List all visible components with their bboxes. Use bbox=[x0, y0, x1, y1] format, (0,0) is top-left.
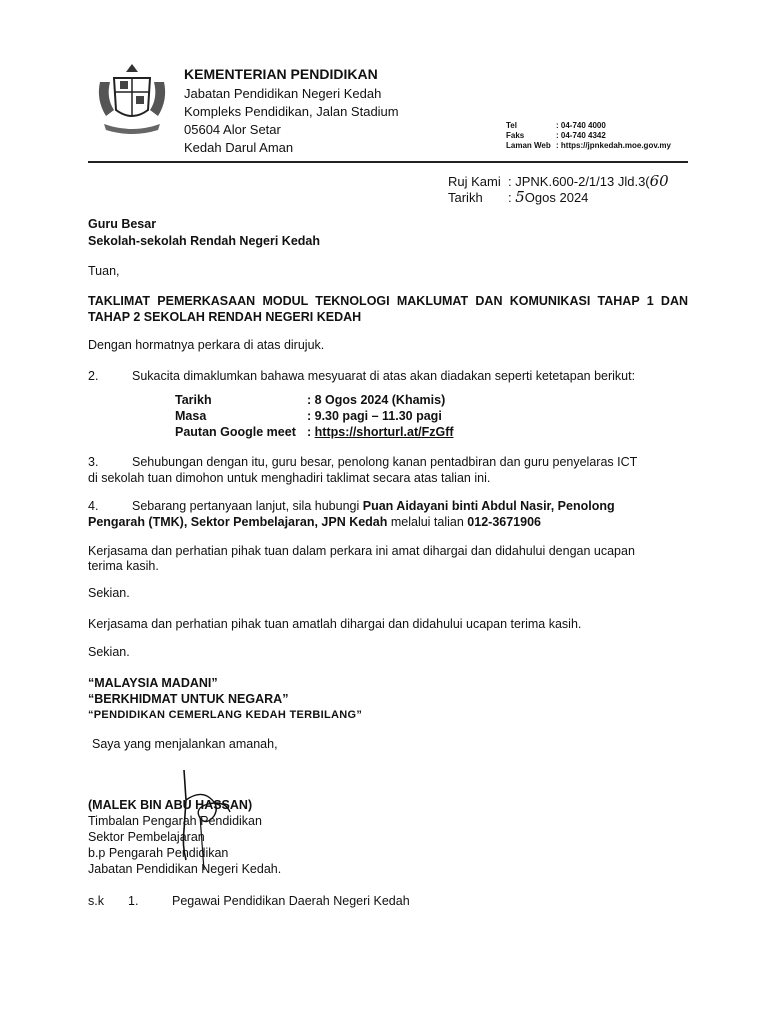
salutation: Tuan, bbox=[88, 264, 120, 278]
paragraph-5-line-1: Kerjasama dan perhatian pihak tuan dalam perkara ini amat dihargai dan didahului dengan ucapan bbox=[88, 544, 635, 558]
cc-label: s.k bbox=[88, 894, 104, 908]
contact-tel-value: : 04-740 4000 bbox=[556, 121, 606, 130]
detail-meet-separator: : bbox=[307, 425, 315, 439]
contact-fax-label: Faks bbox=[506, 131, 525, 140]
letter-subject: TAKLIMAT PEMERKASAAN MODUL TEKNOLOGI MAKLUMAT DAN KOMUNIKASI TAHAP 1 DAN TAHAP 2 SEKOLAH RENDAH NEGERI KEDAH bbox=[88, 294, 688, 324]
address-line-1: Jabatan Pendidikan Negeri Kedah bbox=[184, 86, 382, 101]
date-handwritten-day: 5 bbox=[515, 188, 525, 206]
address-line-3: 05604 Alor Setar bbox=[184, 122, 281, 137]
google-meet-link[interactable]: https://shorturl.at/FzGff bbox=[314, 425, 454, 439]
reference-label: Ruj Kami bbox=[448, 174, 501, 189]
paragraph-4-mid: melalui talian bbox=[387, 515, 468, 529]
contact-web-value[interactable]: : https://jpnkedah.moe.gov.my bbox=[556, 141, 671, 150]
signatory-title-2: Sektor Pembelajaran bbox=[88, 830, 205, 844]
contact-tel bbox=[506, 121, 606, 130]
signatory-title-3: b.p Pengarah Pendidikan bbox=[88, 846, 229, 860]
paragraph-4 bbox=[88, 498, 615, 514]
signatory-title-1: Timbalan Pengarah Pendidikan bbox=[88, 814, 262, 828]
paragraph-3 bbox=[88, 454, 637, 470]
address-line-2: Kompleks Pendidikan, Jalan Stadium bbox=[184, 104, 399, 119]
contact-phone: 012-3671906 bbox=[467, 515, 541, 529]
cc-recipient: Pegawai Pendidikan Daerah Negeri Kedah bbox=[172, 894, 410, 908]
paragraph-3-number: 3. bbox=[88, 455, 99, 469]
detail-date bbox=[175, 393, 445, 407]
signatory-name: (MALEK BIN ABU HASSAN) bbox=[88, 798, 253, 812]
detail-meet-link bbox=[175, 425, 454, 439]
signatory-title-4: Jabatan Pendidikan Negeri Kedah. bbox=[88, 862, 282, 876]
coat-of-arms-logo bbox=[92, 60, 172, 140]
header-divider bbox=[88, 161, 688, 163]
paragraph-3-line-2: di sekolah tuan dimohon untuk menghadiri taklimat secara atas talian ini. bbox=[88, 471, 491, 485]
cc-number: 1. bbox=[128, 894, 139, 908]
sekian-1: Sekian. bbox=[88, 586, 130, 600]
slogan-3: “PENDIDIKAN CEMERLANG KEDAH TERBILANG” bbox=[88, 709, 363, 721]
slogan-2: “BERKHIDMAT UNTUK NEGARA” bbox=[88, 692, 289, 706]
sekian-2: Sekian. bbox=[88, 645, 130, 659]
detail-meet-label: Pautan Google meet bbox=[175, 425, 296, 439]
paragraph-2-text: Sukacita dimaklumkan bahawa mesyuarat di atas akan diadakan seperti ketetapan berikut: bbox=[132, 369, 636, 383]
paragraph-1: Dengan hormatnya perkara di atas dirujuk. bbox=[88, 338, 325, 352]
ministry-name: KEMENTERIAN PENDIDIKAN bbox=[184, 66, 378, 82]
detail-date-label: Tarikh bbox=[175, 393, 212, 407]
paragraph-2 bbox=[88, 368, 635, 384]
contact-fax bbox=[506, 131, 606, 140]
date-label: Tarikh bbox=[448, 190, 483, 205]
detail-time-value: : 9.30 pagi – 11.30 pagi bbox=[307, 409, 442, 423]
paragraph-3-line-1: Sehubungan dengan itu, guru besar, penolong kanan pentadbiran dan guru penyelaras ICT bbox=[132, 455, 638, 469]
contact-fax-value: : 04-740 4342 bbox=[556, 131, 606, 140]
recipient-title: Guru Besar bbox=[88, 217, 157, 231]
contact-person: Puan Aidayani binti Abdul Nasir, Penolong bbox=[362, 499, 615, 513]
reference-value: : JPNK.600-2/1/13 Jld.3( bbox=[508, 174, 650, 189]
date-value: Ogos 2024 bbox=[524, 190, 589, 205]
date-separator: : bbox=[508, 190, 512, 205]
address-line-4: Kedah Darul Aman bbox=[184, 140, 294, 155]
paragraph-4-number: 4. bbox=[88, 499, 99, 513]
slogan-1: “MALAYSIA MADANI” bbox=[88, 676, 218, 690]
paragraph-2-number: 2. bbox=[88, 369, 99, 383]
contact-tel-label: Tel bbox=[506, 121, 517, 130]
paragraph-6: Kerjasama dan perhatian pihak tuan amatlah dihargai dan didahului ucapan terima kasih. bbox=[88, 617, 582, 631]
contact-person-role: Pengarah (TMK), Sektor Pembelajaran, JPN Kedah bbox=[88, 515, 388, 529]
paragraph-5-line-2: terima kasih. bbox=[88, 559, 159, 573]
cc-list bbox=[88, 893, 410, 909]
detail-time-label: Masa bbox=[175, 409, 207, 423]
reference-date bbox=[448, 188, 588, 206]
paragraph-4-intro: Sebarang pertanyaan lanjut, sila hubungi bbox=[132, 499, 363, 513]
closing-line: Saya yang menjalankan amanah, bbox=[92, 737, 278, 751]
reference-handwritten: 60 bbox=[649, 172, 669, 190]
recipient-org: Sekolah-sekolah Rendah Negeri Kedah bbox=[88, 234, 321, 248]
contact-web-label: Laman Web bbox=[506, 141, 551, 150]
contact-web bbox=[506, 141, 671, 150]
detail-date-value: : 8 Ogos 2024 (Khamis) bbox=[307, 393, 446, 407]
paragraph-4-line-2 bbox=[88, 514, 541, 530]
detail-time bbox=[175, 409, 442, 423]
